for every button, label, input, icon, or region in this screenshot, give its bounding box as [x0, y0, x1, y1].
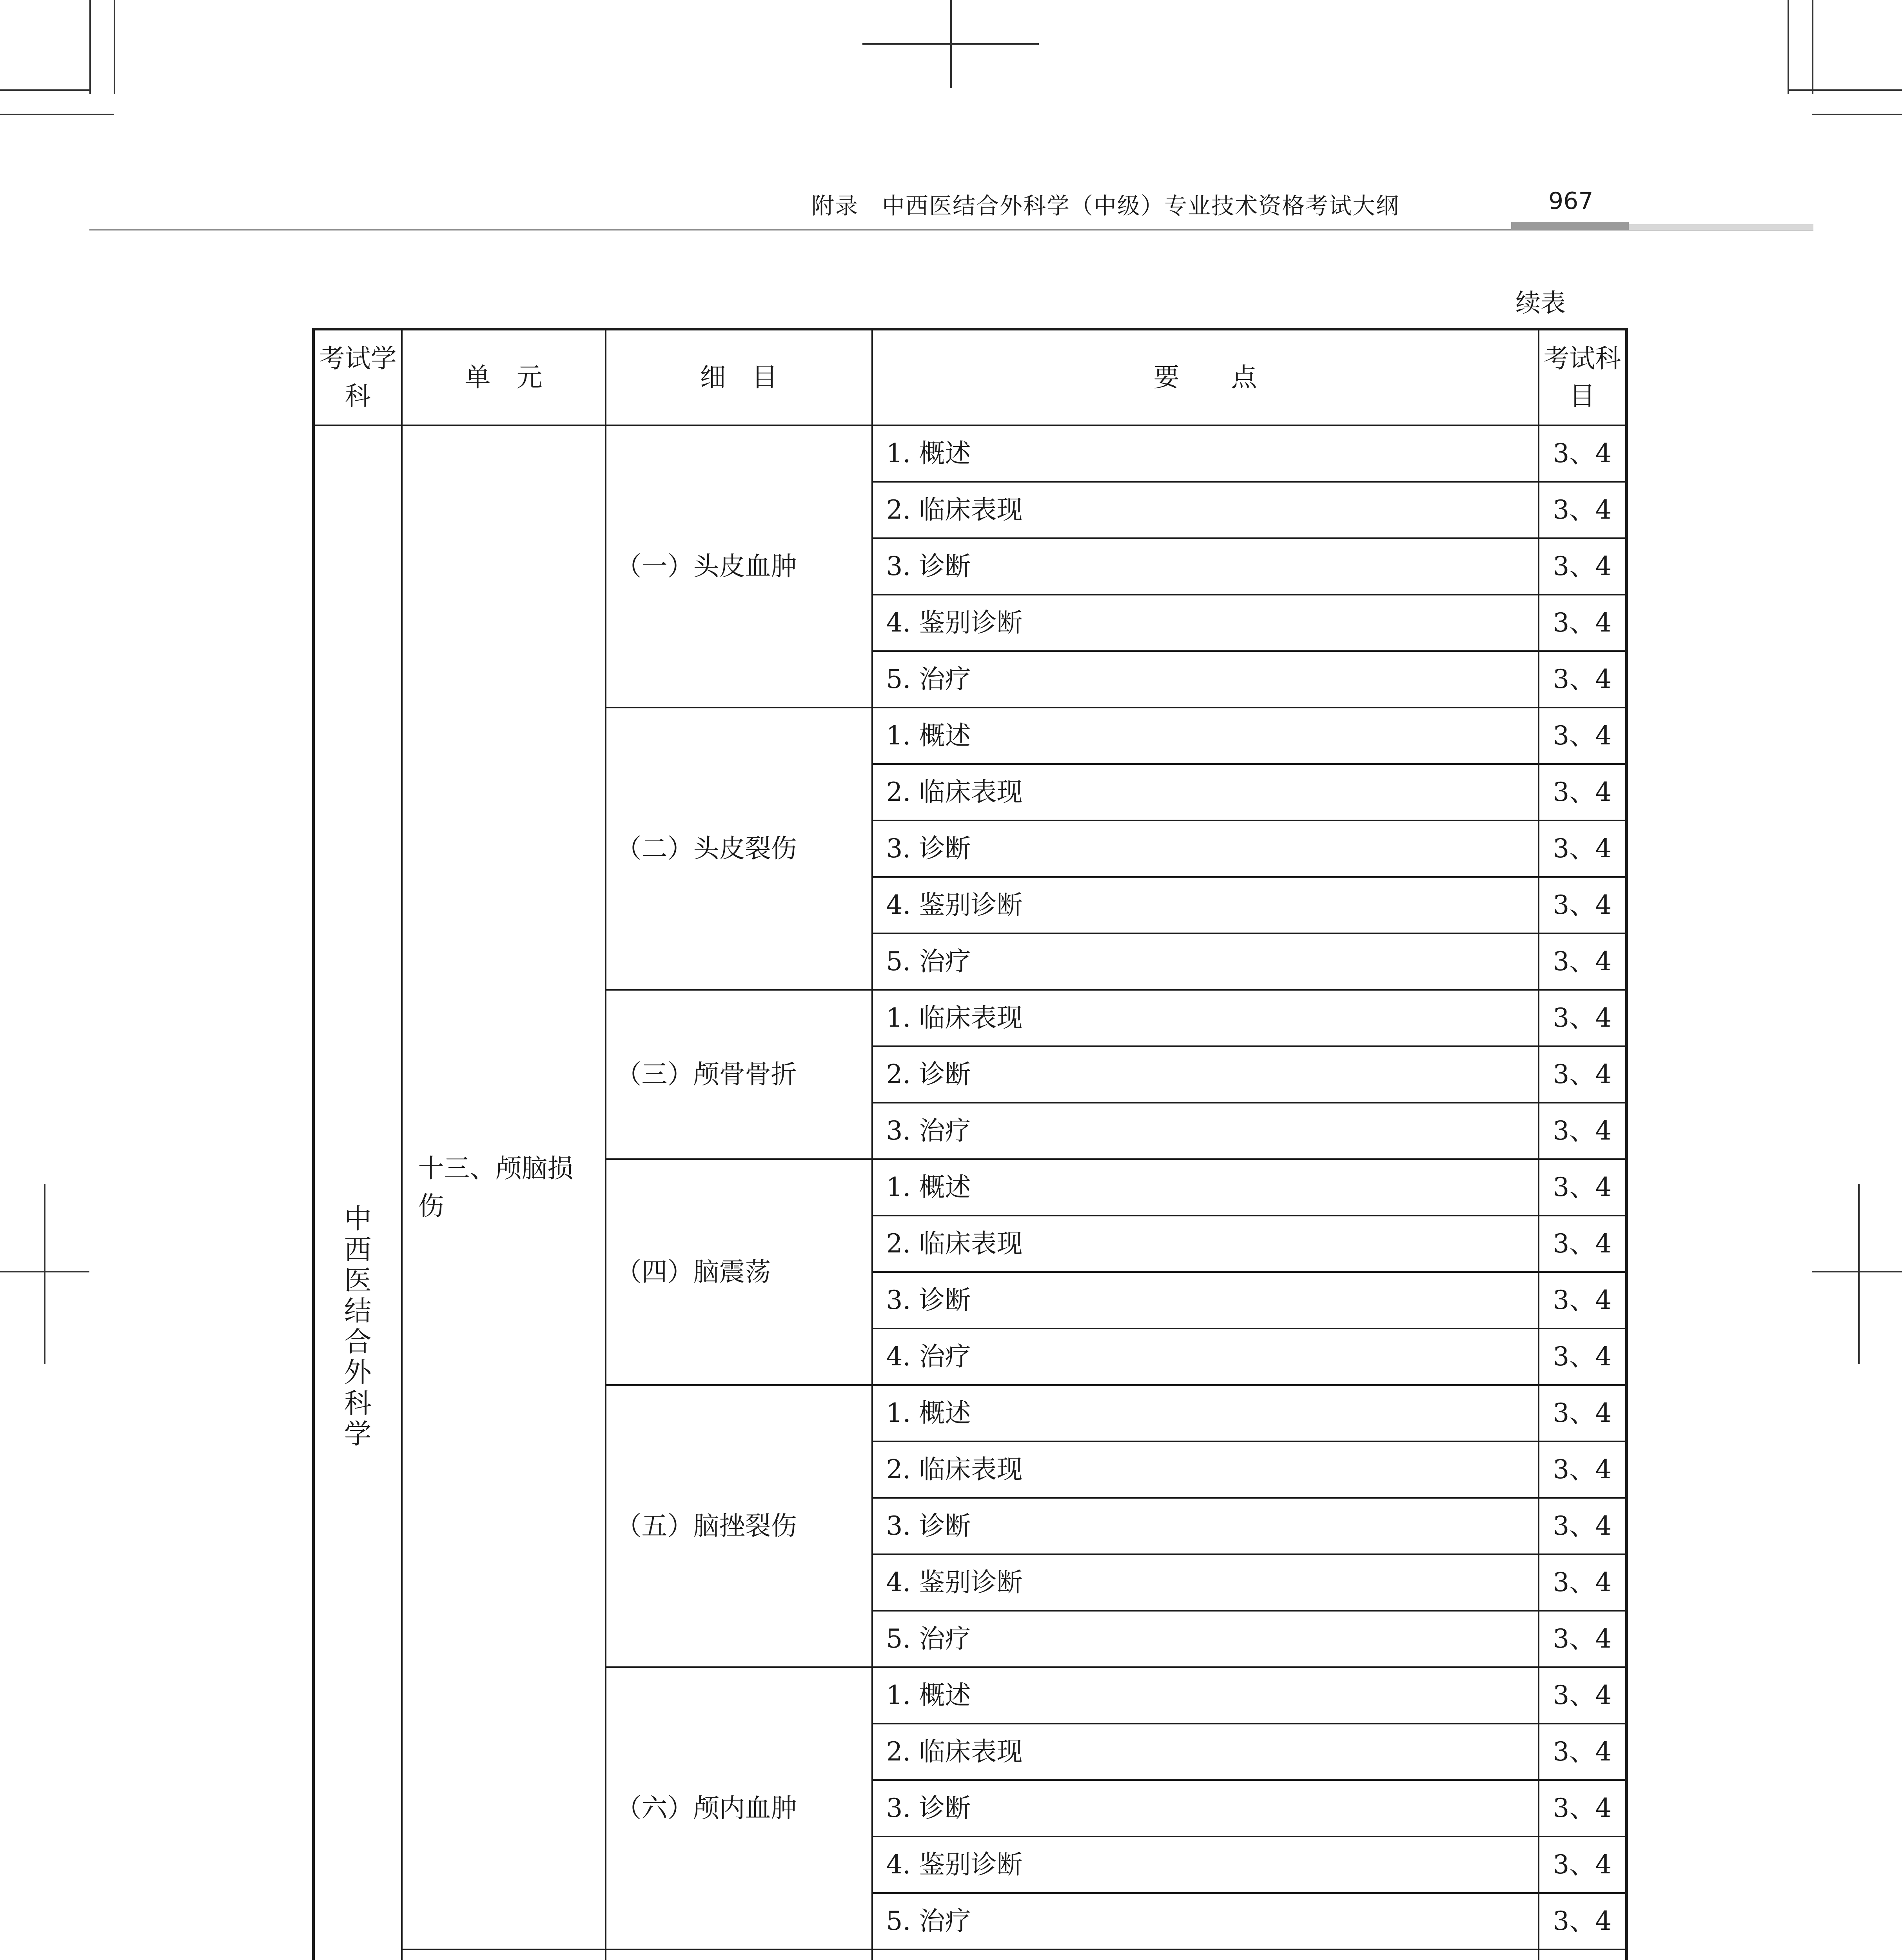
level-cell: 3、4 [1539, 1046, 1627, 1103]
crop-mark [0, 89, 90, 91]
crop-mark [1812, 1271, 1902, 1272]
level-cell: 3、4 [1539, 764, 1627, 820]
level-cell: 3、4 [1539, 1498, 1627, 1554]
point-cell: 4. 鉴别诊断 [872, 1837, 1539, 1893]
page-number: 967 [1548, 187, 1593, 215]
point-cell: 3. 诊断 [872, 1780, 1539, 1837]
point-cell: 3. 治疗 [872, 1103, 1539, 1159]
point-cell: 1. 概述 [872, 1667, 1539, 1724]
section-cell [606, 1949, 872, 1960]
point-cell: 5. 治疗 [872, 933, 1539, 990]
subject-cell [314, 425, 402, 1960]
level-cell: 3、4 [1539, 482, 1627, 538]
section-cell: （二）头皮裂伤 [606, 708, 872, 990]
point-cell: 1. 概述 [872, 1385, 1539, 1441]
header-bar [1511, 222, 1629, 230]
table-body [314, 425, 1627, 1960]
crop-mark [44, 1184, 45, 1364]
header-subject: 考试学科 [314, 329, 402, 426]
table-row [314, 1949, 1627, 1960]
crop-mark [1812, 114, 1902, 115]
running-title: 附录 中西医结合外科学（中级）专业技术资格考试大纲 [811, 192, 1400, 219]
point-cell: 2. 临床表现 [872, 764, 1539, 820]
section-cell: （四）脑震荡 [606, 1159, 872, 1385]
point-cell: 1. 概述 [872, 425, 1539, 482]
syllabus-table [312, 328, 1628, 1960]
subject-name: 中西医结合外科学 [344, 1203, 372, 1450]
unit-cell: 十三、颅脑损伤 [402, 425, 606, 1949]
header-unit: 单 元 [402, 329, 606, 426]
table-row [314, 425, 1627, 482]
level-cell: 3、4 [1539, 538, 1627, 595]
point-cell: 1. 概述 [872, 708, 1539, 764]
level-cell: 3、4 [1539, 1441, 1627, 1498]
point-cell: 5. 治疗 [872, 1611, 1539, 1667]
crop-mark [0, 114, 114, 115]
header-points: 要 点 [872, 329, 1539, 426]
section-cell: （五）脑挫裂伤 [606, 1385, 872, 1667]
point-cell: 2. 诊断 [872, 1046, 1539, 1103]
point-cell: 4. 鉴别诊断 [872, 1554, 1539, 1611]
crop-mark [89, 0, 91, 94]
point-cell: 3. 诊断 [872, 538, 1539, 595]
unit-cell [402, 1949, 606, 1960]
point-cell: 4. 鉴别诊断 [872, 877, 1539, 933]
level-cell: 3、4 [1539, 1103, 1627, 1159]
level-cell: 3、4 [1539, 595, 1627, 651]
point-cell: 3. 诊断 [872, 1498, 1539, 1554]
level-cell: 3、4 [1539, 1667, 1627, 1724]
level-cell: 3、4 [1539, 1385, 1627, 1441]
point-cell: 5. 治疗 [872, 1893, 1539, 1949]
crop-mark [1812, 0, 1813, 94]
point-cell: 2. 临床表现 [872, 1441, 1539, 1498]
point-cell: 4. 治疗 [872, 1328, 1539, 1385]
header-level: 考试科目 [1539, 329, 1627, 426]
level-cell: 3、4 [1539, 1837, 1627, 1893]
point-cell: 4. 鉴别诊断 [872, 595, 1539, 651]
level-cell: 3、4 [1539, 1159, 1627, 1216]
level-cell: 3、4 [1539, 820, 1627, 877]
point-cell: 3. 诊断 [872, 820, 1539, 877]
level-cell: 3、4 [1539, 651, 1627, 708]
level-cell: 3、4 [1539, 1328, 1627, 1385]
level-cell [1539, 1949, 1627, 1960]
level-cell: 3、4 [1539, 1724, 1627, 1780]
header-detail: 细 目 [606, 329, 872, 426]
continued-label: 续表 [1515, 289, 1566, 318]
level-cell: 3、4 [1539, 1554, 1627, 1611]
level-cell: 3、4 [1539, 933, 1627, 990]
crop-mark [1858, 1184, 1860, 1364]
point-cell: 3. 诊断 [872, 1272, 1539, 1328]
level-cell: 3、4 [1539, 1893, 1627, 1949]
point-cell: 1. 临床表现 [872, 990, 1539, 1046]
crop-mark [0, 1271, 89, 1272]
level-cell: 3、4 [1539, 1272, 1627, 1328]
section-cell: （三）颅骨骨折 [606, 990, 872, 1159]
table-header-row [314, 329, 1627, 426]
level-cell: 3、4 [1539, 1216, 1627, 1272]
header-bar-light [1629, 224, 1813, 230]
level-cell: 3、4 [1539, 1611, 1627, 1667]
point-cell: 2. 临床表现 [872, 482, 1539, 538]
crop-mark [114, 0, 115, 94]
level-cell: 3、4 [1539, 425, 1627, 482]
point-cell [872, 1949, 1539, 1960]
level-cell: 3、4 [1539, 990, 1627, 1046]
point-cell: 2. 临床表现 [872, 1216, 1539, 1272]
crop-mark [1788, 0, 1789, 94]
level-cell: 3、4 [1539, 1780, 1627, 1837]
section-cell: （一）头皮血肿 [606, 425, 872, 708]
level-cell: 3、4 [1539, 708, 1627, 764]
level-cell: 3、4 [1539, 877, 1627, 933]
point-cell: 2. 临床表现 [872, 1724, 1539, 1780]
section-cell: （六）颅内血肿 [606, 1667, 872, 1949]
crop-mark [1788, 89, 1902, 91]
point-cell: 1. 概述 [872, 1159, 1539, 1216]
crop-mark [862, 43, 1039, 45]
point-cell: 5. 治疗 [872, 651, 1539, 708]
